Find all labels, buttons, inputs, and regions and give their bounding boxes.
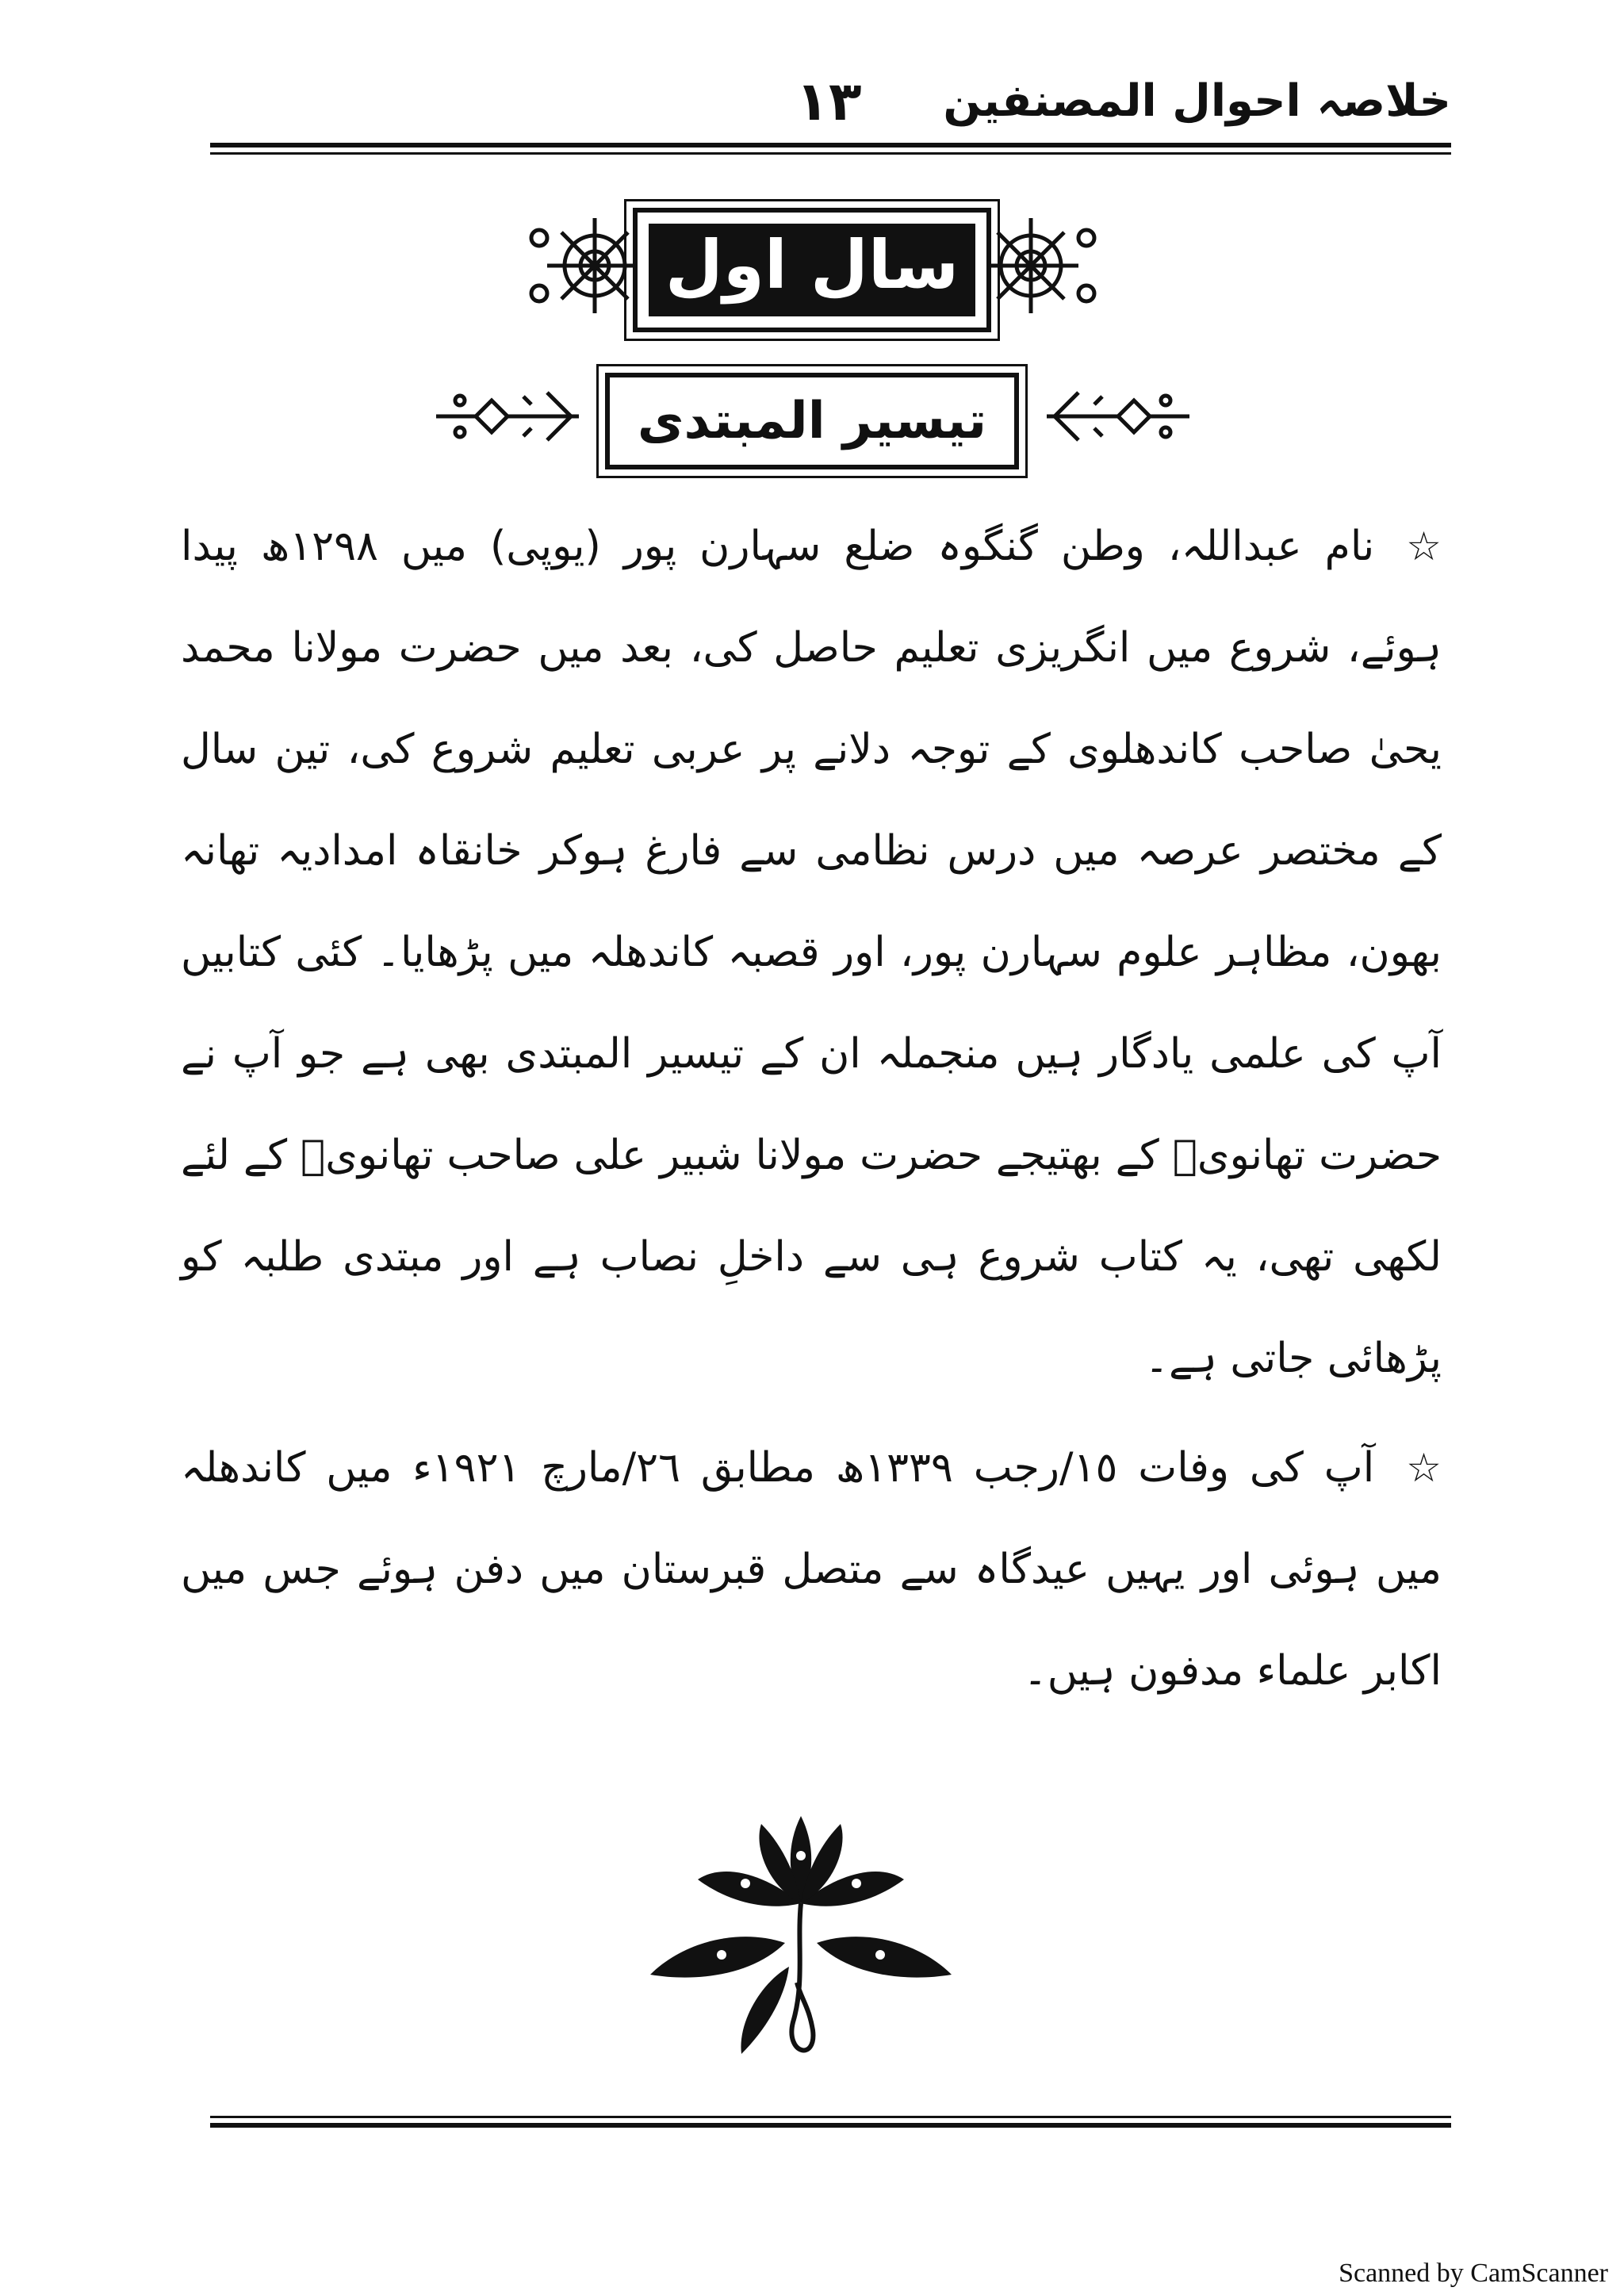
footer-rule-thick [210, 2123, 1451, 2128]
flower-ornament-icon [603, 1784, 999, 2078]
right-star-ornament [1039, 377, 1197, 456]
paragraph-text: نام عبداللہ، وطن گنگوہ ضلع سہارن پور (یوپی) میں ١٢٩٨ھ پیدا ہوئے، شروع میں انگریزی تعلیم حاصل کی، بعد میں حضرت مولانا محمد یحیٰ صاحب کاندھلوی کے توجہ دلانے پر عربی تعلیم شروع کی، تین سال کے مختصر عرصہ میں درس نظامی سے فارغ ہوکر خانقاہ امدادیہ تھانہ بھون، مظاہر علوم سہارن پور، اور قصبہ کاندھلہ میں پڑھایا۔ کئی کتابیں آپ کی علمی یادگار ہیں منجملہ ان کے تیسیر المبتدی بھی ہے جو آپ نے حضرت تھانویؒ کے بھتیجے حضرت مولانا شبیر علی صاحب تھانویؒ کے لئے لکھی تھی، یہ کتاب شروع ہی سے داخلِ نصاب ہے اور مبتدی طلبہ کو پڑھائی جاتی ہے۔ [181, 523, 1442, 1382]
star-icon: ☆ [1406, 1445, 1442, 1491]
running-header [206, 71, 1451, 139]
star-icon: ☆ [1406, 523, 1442, 569]
page-number: ١٣ [795, 71, 862, 133]
year-title: سال اول [649, 224, 975, 316]
paragraph-text: آپ کی وفات ١٥/رجب ١٣٣٩ھ مطابق ٢٦/مارچ ١٩٢١ء میں کاندھلہ میں ہوئی اور یہیں عیدگاہ سے متصل قبرستان میں دفن ہوئے جس میں اکابر علماء مدفون ہیں۔ [181, 1444, 1442, 1695]
paragraph-biography [181, 496, 1442, 1409]
footer-rule-thin [210, 2116, 1451, 2118]
year-title-banner [633, 208, 991, 332]
book-title: خلاصہ احوال المصنفین [943, 75, 1451, 127]
left-star-ornament [428, 377, 587, 456]
book-name-banner [605, 373, 1019, 469]
paragraph-death [181, 1417, 1442, 1722]
scanner-watermark: Scanned by CamScanner [1339, 2259, 1608, 2288]
header-rule-thick [210, 143, 1451, 148]
header-rule-thin [210, 152, 1451, 155]
book-name: تیسیر المبتدی [637, 392, 987, 450]
body-text [181, 496, 1442, 1730]
